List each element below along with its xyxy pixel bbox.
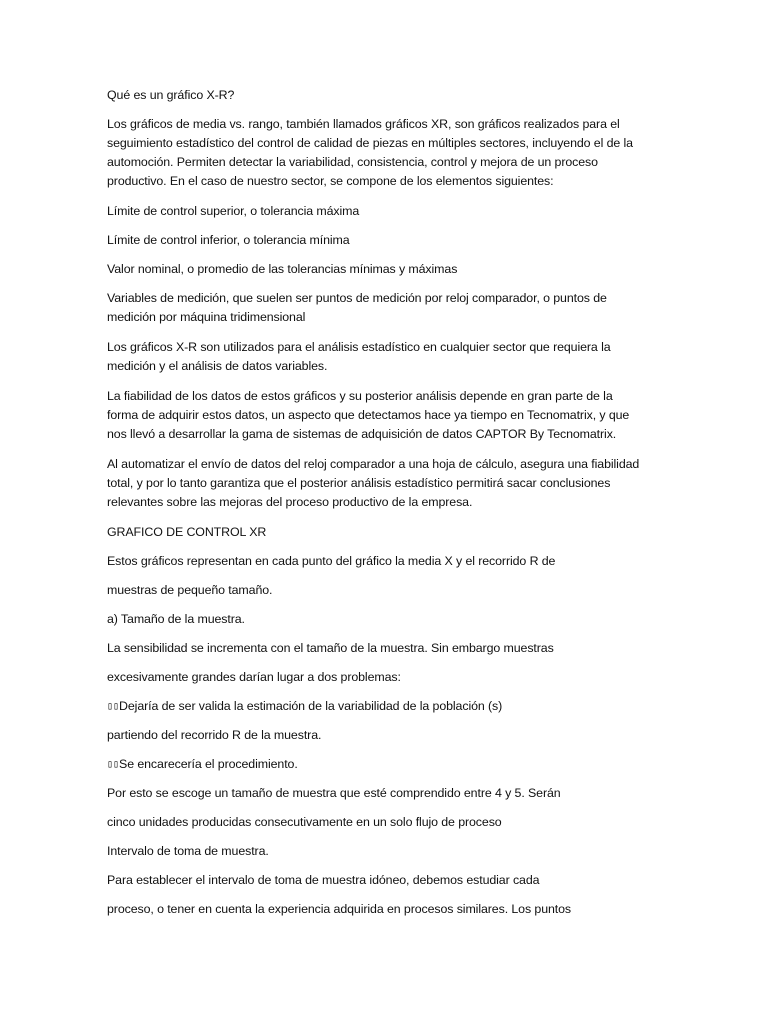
element-measurement-variables [107, 289, 667, 327]
bullet-text: Se encarecería el procedimiento. [119, 757, 298, 771]
element-upper-limit [107, 202, 667, 221]
text-line: forma de adquirir estos datos, un aspecto que detectamos hace ya tiempo en Tecnomatrix, y que [107, 408, 630, 422]
text-line: Valor nominal, o promedio de las tolerancias mínimas y máximas [107, 262, 458, 276]
bullet-glyph-icon: ▯▯ [107, 701, 120, 712]
text-line: productivo. En el caso de nuestro sector, se compone de los elementos siguientes: [107, 174, 554, 188]
text-line: Límite de control inferior, o tolerancia mínima [107, 233, 350, 247]
question-heading [107, 86, 667, 105]
text-line: proceso, o tener en cuenta la experiencia adquirida en procesos similares. Los puntos [107, 902, 572, 916]
text-line: Los gráficos X-R son utilizados para el análisis estadístico en cualquier sector que requiera la [107, 340, 611, 354]
body-line [107, 668, 667, 687]
text-line: Intervalo de toma de muestra. [107, 844, 269, 858]
bullet-glyph-icon: ▯▯ [107, 759, 120, 770]
text-line: automoción. Permiten detectar la variabilidad, consistencia, control y mejora de un proceso [107, 155, 598, 169]
text-line: Variables de medición, que suelen ser puntos de medición por reloj comparador, o puntos de [107, 291, 607, 305]
text-line: total, y por lo tanto garantiza que el posterior análisis estadístico permitirá sacar conclusiones [107, 476, 611, 490]
text-line: relevantes sobre las mejoras del proceso productivo de la empresa. [107, 495, 473, 509]
body-line [107, 726, 667, 745]
intro-paragraph [107, 115, 667, 191]
text-line [107, 697, 667, 716]
text-line: medición por máquina tridimensional [107, 310, 306, 324]
text-line: a) Tamaño de la muestra. [107, 612, 245, 626]
text-line: cinco unidades producidas consecutivamente en un solo flujo de proceso [107, 815, 502, 829]
text-line: GRAFICO DE CONTROL XR [107, 525, 267, 539]
text-line: muestras de pequeño tamaño. [107, 583, 273, 597]
text-line: excesivamente grandes darían lugar a dos problemas: [107, 670, 401, 684]
text-line: Para establecer el intervalo de toma de muestra idóneo, debemos estudiar cada [107, 873, 540, 887]
text-line: Estos gráficos representan en cada punto del gráfico la media X y el recorrido R de [107, 554, 556, 568]
subheading-sample-size [107, 610, 667, 629]
element-lower-limit [107, 231, 667, 250]
text-line: partiendo del recorrido R de la muestra. [107, 728, 322, 742]
bullet-item [107, 697, 667, 716]
automation-paragraph [107, 455, 667, 512]
usage-paragraph [107, 338, 667, 376]
text-line: Límite de control superior, o tolerancia máxima [107, 204, 360, 218]
text-line: medición y el análisis de datos variables. [107, 359, 328, 373]
body-line [107, 581, 667, 600]
section-heading [107, 523, 667, 542]
text-line: Qué es un gráfico X-R? [107, 88, 235, 102]
text-line: Al automatizar el envío de datos del reloj comparador a una hoja de cálculo, asegura una fiabilidad [107, 457, 640, 471]
text-line: seguimiento estadístico del control de calidad de piezas en múltiples sectores, incluyendo el de la [107, 136, 633, 150]
element-nominal-value [107, 260, 667, 279]
bullet-text: Dejaría de ser valida la estimación de la variabilidad de la población (s) [119, 699, 503, 713]
subheading-interval [107, 842, 667, 861]
document-body [107, 86, 667, 929]
body-line [107, 784, 667, 803]
body-line [107, 900, 667, 919]
bullet-item [107, 755, 667, 774]
text-line [107, 755, 667, 774]
text-line: La sensibilidad se incrementa con el tamaño de la muestra. Sin embargo muestras [107, 641, 554, 655]
body-line [107, 813, 667, 832]
body-line [107, 552, 667, 571]
body-line [107, 639, 667, 658]
text-line: nos llevó a desarrollar la gama de sistemas de adquisición de datos CAPTOR By Tecnomatrix. [107, 427, 617, 441]
reliability-paragraph [107, 387, 667, 444]
text-line: La fiabilidad de los datos de estos gráficos y su posterior análisis depende en gran parte de la [107, 389, 613, 403]
body-line [107, 871, 667, 890]
text-line: Por esto se escoge un tamaño de muestra que esté comprendido entre 4 y 5. Serán [107, 786, 561, 800]
text-line: Los gráficos de media vs. rango, también llamados gráficos XR, son gráficos realizados para el [107, 117, 620, 131]
